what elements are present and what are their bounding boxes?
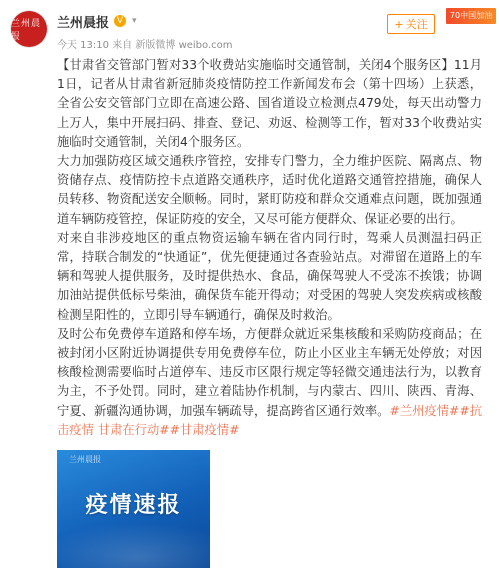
post-paragraph-4-text: 及时公布免费停车道路和停车场，方便群众就近采集核酸和采购防疫商品；在被封闭小区附近协调提供专用免费停车位，防止小区业主车辆无处停放；对因核酸检测需要临时占道停车、违反市区限行规定等轻微交通违法行为，以教育为主，不予处罚。同时，建立着陆协作机制，与内蒙古、四川、陕西、青海、宁夏、新疆沟通协调，加强车辆疏导，提高跨省区通行效率。 bbox=[57, 326, 482, 418]
follow-button[interactable] bbox=[387, 14, 435, 34]
post-paragraph-1 bbox=[57, 56, 482, 152]
image-title: 疫情速报 bbox=[85, 493, 182, 518]
hashtag-link[interactable]: #甘肃疫情# bbox=[169, 422, 240, 437]
follow-label: 关注 bbox=[405, 18, 428, 31]
post-title: 【甘肃省交管部门暂对33个收费站实施临时交通管制，关闭4个服务区】 bbox=[57, 58, 454, 72]
author-name[interactable]: 兰州晨报 bbox=[57, 15, 110, 31]
post-paragraph-2: 大力加强防疫区域交通秩序管控，安排专门警力，全力维护医院、隔离点、物资储存点、疫情防控卡点道路交通秩序，适时优化道路交通管控措施，确保人员转移、物资配送安全顺畅。同时，紧盯防疫和群众交通难点问题，既加强通道车辆防疫管控，保证防疫的安全，又尽可能方便群众、保证必要的出行。 bbox=[57, 154, 482, 226]
author-row bbox=[57, 12, 137, 30]
post-paragraph-4 bbox=[57, 325, 482, 440]
post-image[interactable] bbox=[57, 450, 210, 568]
post-header bbox=[0, 0, 499, 58]
avatar[interactable]: 兰州晨报 bbox=[11, 11, 47, 47]
plus-icon: + bbox=[394, 17, 404, 31]
chevron-down-icon[interactable]: ▾ bbox=[132, 16, 137, 26]
image-watermark: 兰州晨报 bbox=[69, 455, 101, 464]
timestamp[interactable]: 今天 13:10 bbox=[57, 40, 109, 51]
post-meta bbox=[57, 36, 233, 51]
source-prefix: 来自 bbox=[112, 40, 133, 51]
source-url: weibo.com bbox=[178, 40, 233, 51]
source-link[interactable]: 新版微博 bbox=[135, 40, 176, 51]
campaign-badge[interactable]: 70中国加油 bbox=[446, 8, 496, 24]
post-paragraph-1-text: 11月1日，记者从甘肃省新冠肺炎疫情防控工作新闻发布会（第十四场）上获悉，全省公安交管部门立即在高速公路、国省道设立检测点479处，每天出动警力上万人，集中开展扫码、排查、登记、劝返、检测等工作，暂对33个收费站实施临时交通管制，关闭4个服务区。 bbox=[57, 58, 482, 149]
post-content bbox=[57, 56, 482, 440]
post-paragraph-3: 对来自非涉疫地区的重点物资运输车辆在省内同行时，驾乘人员测温扫码正常，持联合制发的“快通证”，优先便捷通过各查验站点。对滞留在道路上的车辆和驾驶人提供服务，及时提供热水、食品，确保驾驶人不受冻不挨饿；协调加油站提供低标号柴油，确保货车能开得动；对受困的驾驶人突发疾病或核酸检测呈阳性的，立即引导车辆通行，确保及时救治。 bbox=[57, 230, 482, 322]
hashtag-link[interactable]: #兰州疫情# bbox=[389, 403, 460, 418]
verified-icon: V bbox=[114, 15, 126, 27]
hashtag-link[interactable]: #抗击疫情 甘肃在行动# bbox=[57, 403, 482, 437]
